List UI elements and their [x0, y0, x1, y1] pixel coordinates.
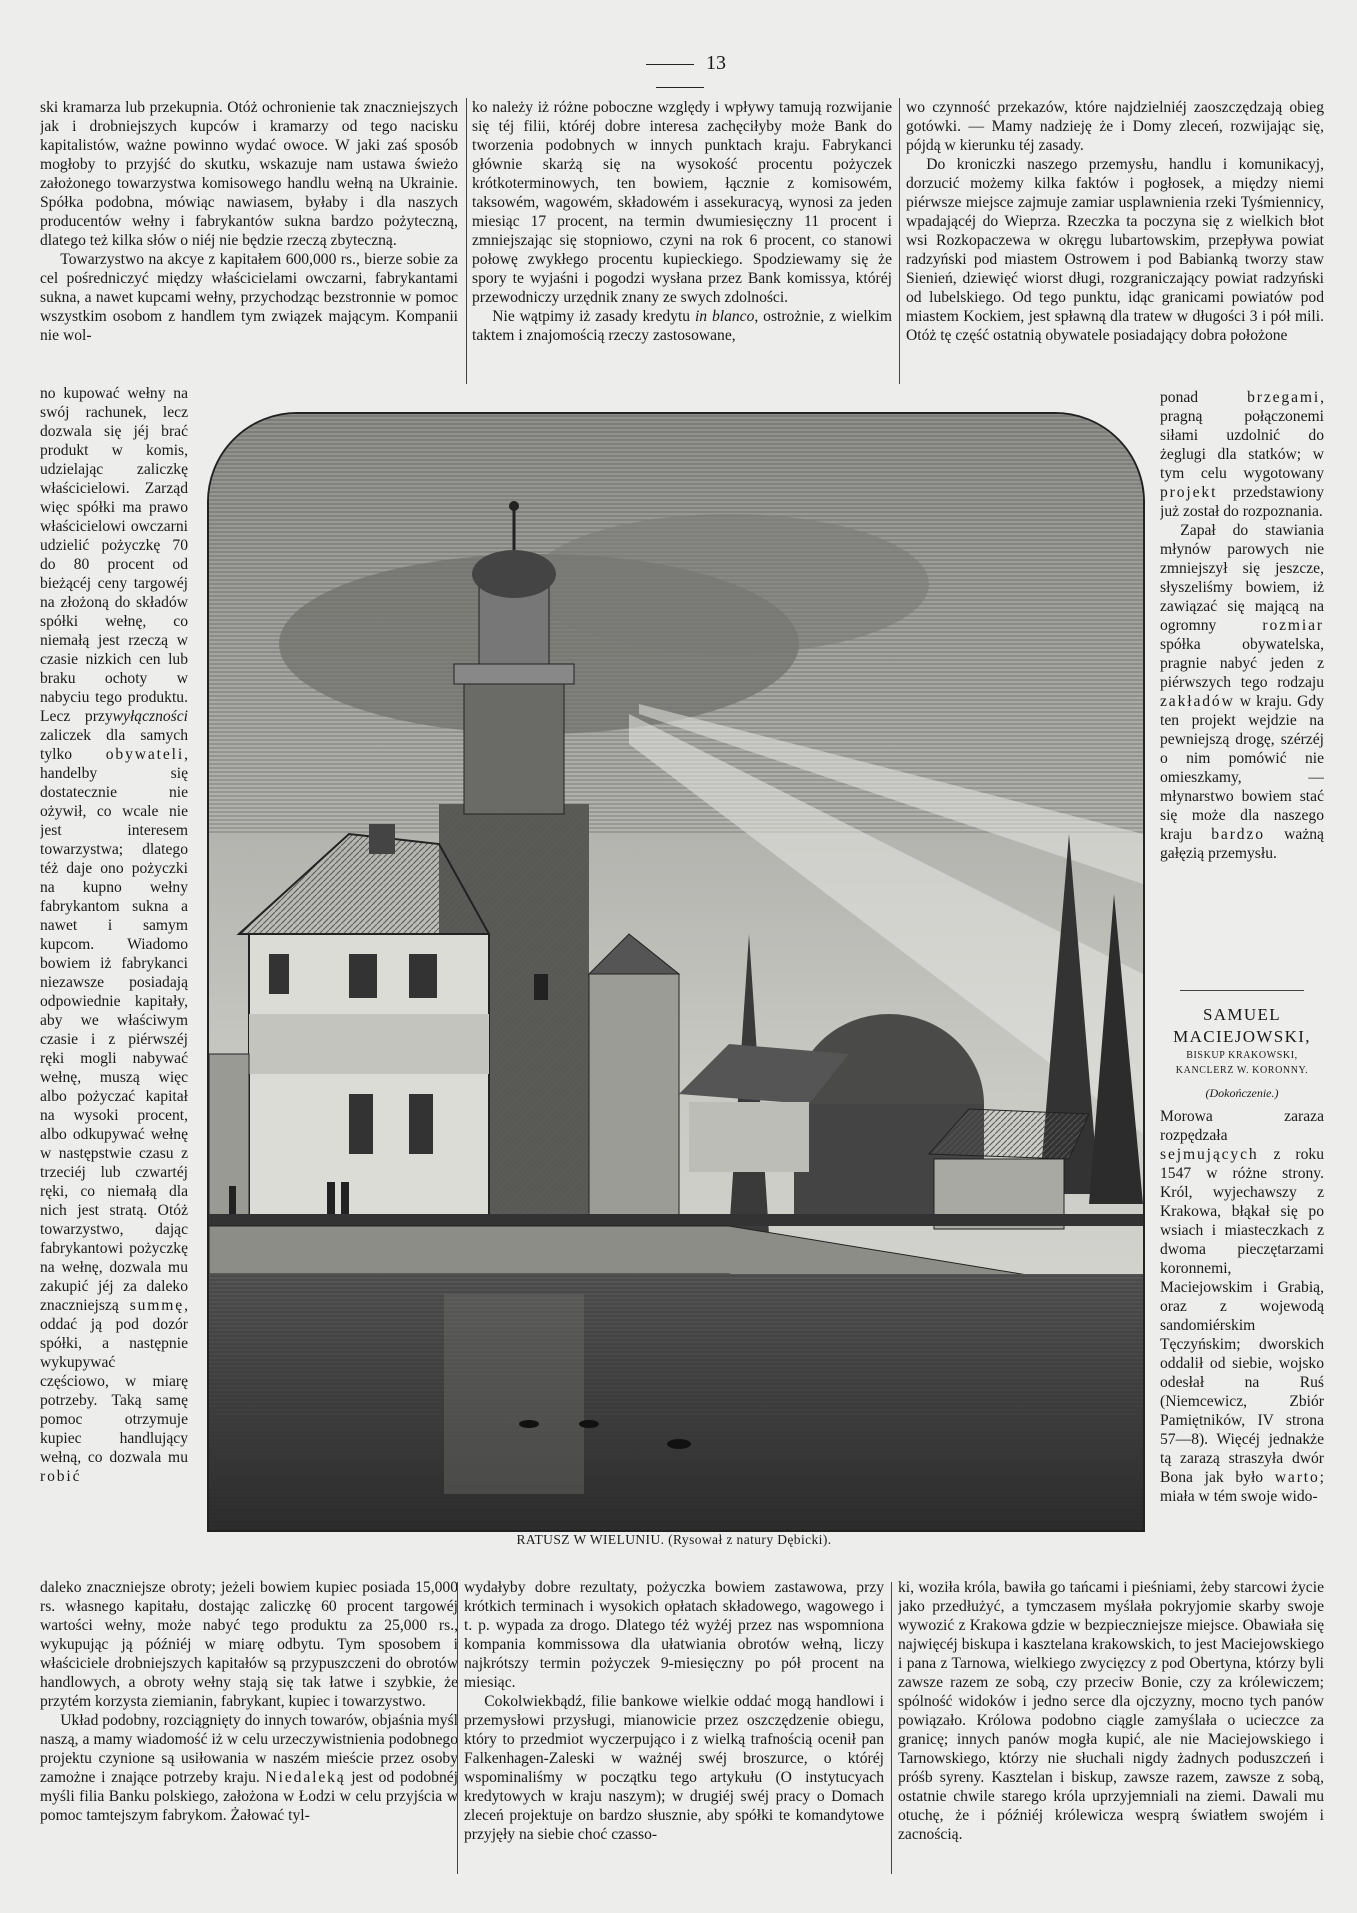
distant-house [689, 1102, 809, 1172]
column-rule [891, 1582, 892, 1874]
heading-surname: MACIEJOWSKI, [1173, 1027, 1311, 1046]
tower-reflection [444, 1294, 584, 1494]
figure [327, 1182, 335, 1214]
engraving-caption: RATUSZ W WIELUNIU. (Rysował z natury Dębicki). [516, 1532, 832, 1547]
tower-gallery [454, 664, 574, 684]
paragraph: ski kramarza lub przekupnia. Otóż ochronienie tak znaczniejszych jak i drobniejszych kupców i kramarzy od tego nacisku kapitalistów, ważne powinno wydać owoce. W jaki zaś sposób mogłoby to przyjść do skutku, wskazuje nam ustawa świeżo założonego towarzystwa komisowego handlu wełną na Ukrainie. Spółka podobna, mówiąc nawiasem, byłaby i dla naszych producentów wełny i fabrykantów sukna bardzo pożyteczną, dlatego też kilka słów o niéj nie będzie rzeczą zbyteczną. [40, 99, 458, 249]
engraving-illustration [209, 414, 1143, 1530]
paragraph: Cokolwiekbądź, filie bankowe wielkie oddać mogą handlowi i przemysłowi przysługi, mianowicie przez oszczędzenie obiegu, który to przedmiot wyczerpująco i z wielką trafnością ocenił pan Falkenhagen-Zaleski w ważnéj swéj broszurce, o któréj wspominaliśmy w początku tego artykułu (O instytucyach kredytowych w kraju naszym); w drugiéj swéj pracy o Domach zleceń projektuje on bardzo słusznie, aby spółki te komandytowe przyjęły na siebie choć czasso- [464, 1693, 884, 1843]
tower-dome [472, 550, 556, 598]
biography-article [1160, 1004, 1324, 1578]
paragraph: Do kroniczki naszego przemysłu, handlu i komunikacyj, dorzucić możemy kilka faktów i pogłosek, a między niemi piérwsze miejsce zajmuje zamiar usplawnienia rzeki Tyśmiennicy, wpadającéj do Wieprza. Rzeczka ta poczyna się z wielkich błot wsi Rozkopaczewa w okręgu lubartowskim, przepływa powiat radzyński pod miastem Ostrowem i pod Babianką tworzy staw Sienień, dziewięć wiorst długi, rozgraniczający powiat radzyński od lubelskiego. Od tego punktu, idąc granicami powiatów pod miastem Kockiem, jest spławną dla tratew w długości 3 i pół mili. Otóż tę część ostatnią obywatele posiadający dobra położone [906, 156, 1324, 344]
column-3-narrow [1160, 388, 1324, 978]
engraving-town-hall-wielun [207, 412, 1145, 1532]
section-divider [1180, 990, 1304, 991]
figure [229, 1186, 236, 1214]
paragraph: wo czynność przekazów, które najdzielniéj zaoszczędzają obieg gotówki. — Mamy nadzieję że i Domy zleceń, rozwijając się, pójdą w kierunku téj zasady. [906, 99, 1324, 154]
duck [667, 1439, 691, 1449]
house-window [269, 954, 289, 994]
paragraph: wydałyby dobre rezultaty, pożyczka bowiem zastawowa, przy krótkich terminach i wysokich opłatach składowego, wagowego i t. p. wypada za drogo. Dlatego téż wyżéj przez nas wspomniona kompania kommissowa dla ułatwiania obrotów wełną, liczy najkrótszy termin pożyczek 9-miesięczny po pół procent na miesiąc. [464, 1579, 884, 1691]
column-rule [466, 98, 467, 384]
bridge-rail [209, 1214, 1143, 1226]
duck [519, 1420, 539, 1428]
house-window [349, 954, 377, 998]
continued-note: (Dokończenie.) [1205, 1086, 1279, 1100]
column-1-bottom [40, 1578, 458, 1874]
paragraph: Towarzystwo na akcye z kapitałem 600,000 rs., bierze sobie za cel pośredniczyć między właścicielami owczarni, fabrykantami sukna, a nawet kupcami wełny, przychodząc bezstronnie w pomoc wszystkim osobom z handlem tym związek mającym. Kompanii nie wol- [40, 251, 458, 344]
chimney [369, 824, 395, 854]
column-2-bottom [464, 1578, 884, 1874]
house-band [249, 1014, 489, 1074]
column-1-top [40, 98, 458, 384]
tower-finial [509, 501, 519, 511]
cloud [529, 514, 929, 654]
column-2-top [472, 98, 892, 384]
wing [589, 974, 679, 1224]
tower-upper [464, 674, 564, 814]
house-window [349, 1094, 373, 1154]
duck [579, 1420, 599, 1428]
article-heading [1160, 1004, 1324, 1103]
page-number: 13 [600, 52, 760, 98]
paragraph: Układ podobny, rozciągnięty do innych towarów, objaśnia myśl naszą, a mamy wiadomość iż w celu urzeczywistnienia podobnego projektu czynione są usiłowania w naszém mieście przez osoby zamożne i znające potrzeby kraju. Niedaleką jest od podobnéj myśli filia Banku polskiego, założona w Łodzi w celu przyjścia w pomoc tamtejszym fabrykom. Żałować tyl- [40, 1712, 458, 1824]
paragraph: Nie wątpimy iż zasady kredytu in blanco, ostrożnie, z wielkim taktem i znajomością rzeczy zastosowane, [472, 308, 892, 344]
paragraph: ponad brzegami, pragną połączonemi siłami uzdolnić do żeglugi dla statków; w tym celu wygotowany projekt przedstawiony już został do rozpoznania. [1160, 389, 1324, 520]
paragraph: daleko znaczniejsze obroty; jeżeli bowiem kupiec posiada 15,000 rs. własnego kapitału, dostając zaliczkę 60 procent targowéj wartości wełny, może nabyć tego produktu za 25,000 rs., wykupując ją późniéj w miarę odbytu. Tym sposobem i właściciele drobniejszych kapitałów są przypuszczeni do obrotów handlowych, a obroty wełny stają się tak łatwe i szybkie, że przytém korzysta ziemianin, fabrykant, kupiec i towarzystwo. [40, 1579, 458, 1710]
figure [341, 1182, 349, 1214]
heading-title-2: KANCLERZ W. KORONNY. [1175, 1065, 1309, 1076]
water-hatching [209, 1274, 1143, 1530]
paragraph: Morowa zaraza rozpędzała sejmujących z roku 1547 w różne strony. Król, wyjechawszy z Krakowa, błąkał się po wsiach i miasteczkach z dwoma pieczętarzami koronnemi, Maciejowskim i Grabią, oraz z wojewodą sandomiérskim Tęczyńskim; dworskich oddalił od siebie, wojsko odesłał na Ruś (Niemcewicz, Zbiór Pamiętników, IV strona 57—8). Więcéj jednakże tą zarazą straszyła dwór Bona jak było warto; miała w tém swoje wido- [1160, 1108, 1324, 1505]
house-window [409, 954, 437, 998]
column-3-bottom [898, 1578, 1324, 1874]
paragraph: Zapał do stawiania młynów parowych nie zmniejszył się jeszcze, słyszeliśmy bowiem, iż zawiązać się mającą na ogromny rozmiar spółka obywatelska, pragnie nabyć jeden z piérwszych tego rodzaju zakładów w kraju. Gdy ten projekt wejdzie na pewniejszą drogę, szérzéj o nim pomówić nie omieszkamy, — młynarstwo bowiem stać się może dla naszego kraju bardzo ważną gałęzią przemysłu. [1160, 522, 1324, 862]
paragraph: ki, woziła króla, bawiła go tańcami i pieśniami, żeby starcowi życie jako przedłużyć, a tymczasem myślała pokryjomie skarby swoje wywozić z Krakowa gdzie w bezpieczniejsze miejsce. Obawiała się najwięcéj biskupa i kasztelana krakowskich, to jest Maciejowskiego i pana z Tarnowa, wielkiego zwycięzcy z pod Obertyna, którzy byli zawsze razem ze sobą, czy przeciw Bonie, czy za królewiczem; spólność widoków i jedno serce dla ojczyzny, mocno tych panów powiązało. Królowa podobno ciągle zamyślała o ucieczce za granicę; innych panów mogła kupić, ale nie Maciejowskiego i Tarnowskiego, którzy nie słuchali nigdy żadnych poduszczeń i próśb syreny. Kasztelan i biskup, zawsze razem, zawsze z sobą, ostatnie chwile starego króla uprzyjemniali na ziemi. Dawali mu otuchę, że i późniéj królewicza wesprą światłem swojém i zacnością. [898, 1579, 1324, 1843]
heading-first-name: SAMUEL [1202, 1005, 1282, 1024]
column-1-narrow [40, 384, 188, 1578]
house-window [409, 1094, 433, 1154]
tower-window [534, 974, 548, 1000]
heading-title-1: BISKUP KRAKOWSKI, [1186, 1050, 1298, 1061]
column-rule [457, 1582, 458, 1874]
column-3-top [906, 98, 1324, 388]
column-rule [899, 98, 900, 384]
paragraph: ko należy iż różne poboczne względy i wpływy tamują rozwijanie się téj filii, któréj dobre interesa zachęciłyby może Bank do tworzenia podobnych w innych punktach kraju. Fabrykanci głównie skarżą się na wysokość procentu pożyczek krótkoterminowych, ten bowiem, łącznie z komisowém, taksowém, wagowém, składowém i assekuracyą, wynosi za jeden miesiąc 17 procent, na termin dwumiesięczny 11 procent i zmniejszając się stopniowo, czyni na rok 6 procent, co stanowi połowę zwykłego procentu kupieckiego. Spodziewamy się że spory te wyjaśni i pogodzi wysłana przez Bank komissya, któréj przewodniczy urzędnik znany ze swych zdolności. [472, 99, 892, 306]
paragraph: no kupować wełny na swój rachunek, lecz dozwala się jéj brać produkt w komis, udzielając zaliczkę właścicielowi. Zarząd więc spółki ma prawo właścicielowi owczarni udzielić pożyczkę 70 do 80 procent od bieżącéj ceny targowéj na złożoną do składów spółki wełnę, co niemałą jest rzeczą w czasie nizkich cen lub braku ochoty w nabyciu tego produktu. Lecz przywyłączności zaliczek dla samych tylko obywateli, handelby się dostatecznie nie ożywił, co wcale nie jest interesem towarzystwa; dlatego téż daje ono pożyczki na kupno wełny fabrykantom sukna a nawet i samym kupcom. Wiadomo bowiem iż fabrykanci niezawsze posiadają odpowiednie kapitały, aby we właściwym czasie i z piérwszéj ręki mogli nabywać wełnę, muszą więc albo pożyczać kapitał na wysoki procent, albo odkupywać wełnę w następstwie czasu z trzeciéj lub czwartéj ręki, co niemałą dla nich jest stratą. Otóż towarzystwo, dając fabrykantowi pożyczkę na wełnę, dozwala mu zakupić jéj za daleko znaczniejszą summę, oddać ją pod dozór spółki, a następnie wykupywać częściowo, w miarę potrzeby. Taką samę pomoc otrzymuje kupiec handlujący wełną, co dozwala mu robić [40, 385, 188, 1485]
